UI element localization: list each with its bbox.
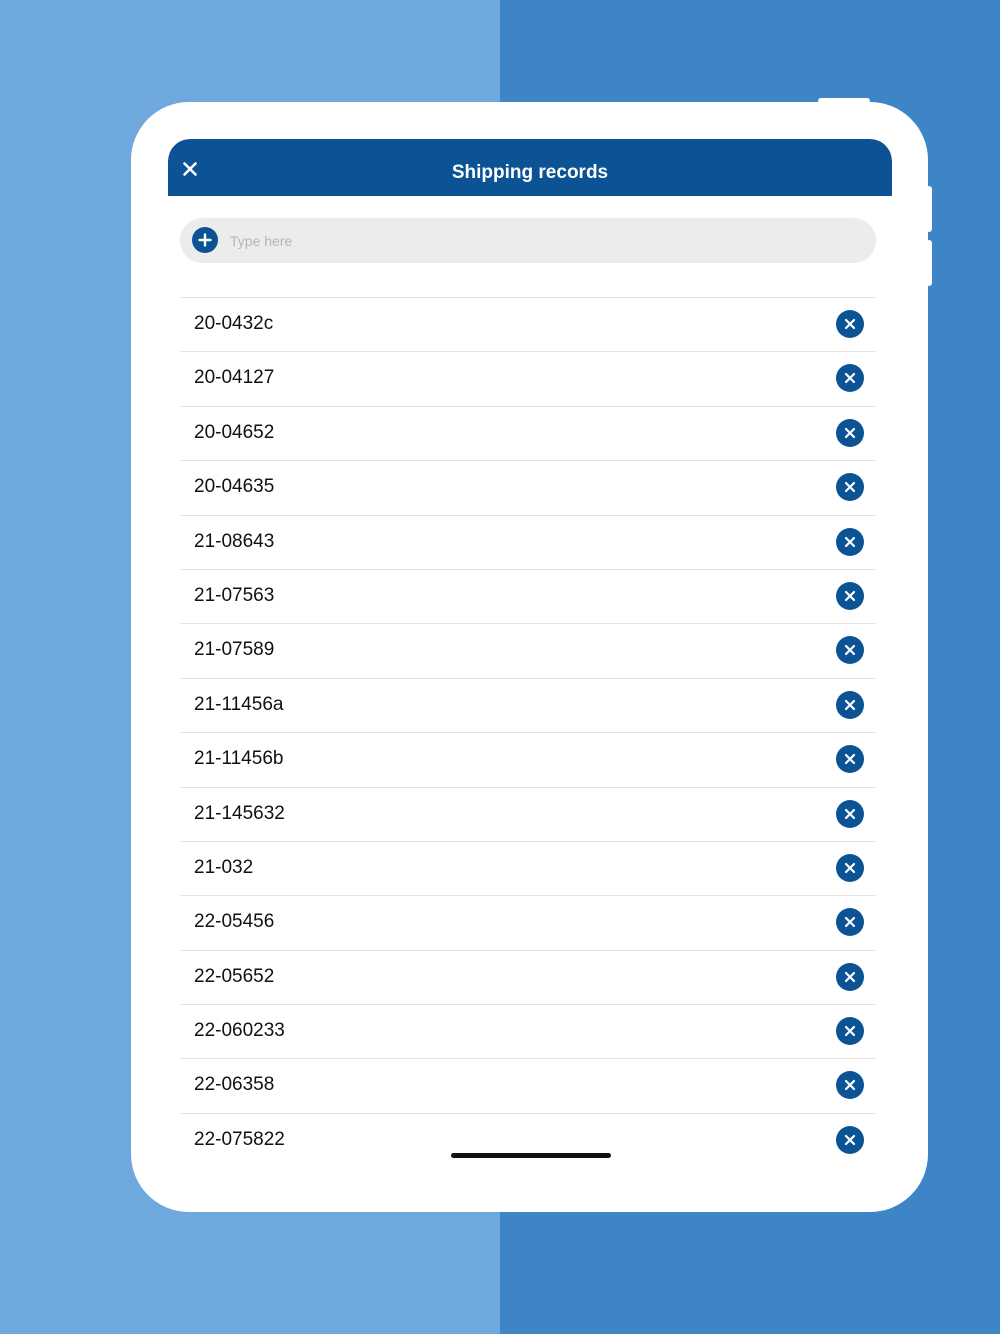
page-title: Shipping records <box>451 162 609 183</box>
remove-record-button[interactable] <box>836 745 864 773</box>
list-item[interactable] <box>180 406 876 460</box>
close-icon <box>844 1134 856 1146</box>
list-item[interactable] <box>180 678 876 732</box>
record-label: 20-04652 <box>194 421 275 443</box>
list-item[interactable] <box>180 950 876 1004</box>
close-icon <box>844 644 856 656</box>
close-icon <box>183 162 197 176</box>
list-item[interactable] <box>180 351 876 405</box>
search-input[interactable] <box>230 224 850 257</box>
record-label: 22-05456 <box>194 911 275 933</box>
add-record-button[interactable] <box>192 227 218 253</box>
header-bar <box>168 139 892 196</box>
close-icon <box>844 590 856 602</box>
record-label: 21-11456a <box>194 693 284 715</box>
record-label: 22-060233 <box>194 1020 285 1042</box>
close-icon <box>844 1079 856 1091</box>
records-list <box>180 297 876 1167</box>
list-item[interactable] <box>180 1004 876 1058</box>
close-icon <box>844 481 856 493</box>
close-icon <box>844 372 856 384</box>
remove-record-button[interactable] <box>836 1126 864 1154</box>
close-icon <box>844 427 856 439</box>
remove-record-button[interactable] <box>836 473 864 501</box>
remove-record-button[interactable] <box>836 1071 864 1099</box>
close-icon <box>844 1025 856 1037</box>
close-icon <box>844 753 856 765</box>
record-label: 21-07589 <box>194 639 275 661</box>
record-label: 22-05652 <box>194 965 275 987</box>
remove-record-button[interactable] <box>836 582 864 610</box>
home-indicator[interactable] <box>451 1153 611 1158</box>
remove-record-button[interactable] <box>836 691 864 719</box>
list-item[interactable] <box>180 841 876 895</box>
remove-record-button[interactable] <box>836 310 864 338</box>
record-label: 21-145632 <box>194 802 285 824</box>
list-item[interactable] <box>180 1058 876 1112</box>
record-label: 20-04127 <box>194 367 275 389</box>
remove-record-button[interactable] <box>836 908 864 936</box>
list-item[interactable] <box>180 623 876 677</box>
list-item[interactable] <box>180 732 876 786</box>
close-icon <box>844 318 856 330</box>
close-icon <box>844 916 856 928</box>
list-item[interactable] <box>180 1113 876 1167</box>
remove-record-button[interactable] <box>836 800 864 828</box>
close-icon <box>844 808 856 820</box>
list-item[interactable] <box>180 787 876 841</box>
record-label: 21-08643 <box>194 530 275 552</box>
plus-icon <box>198 233 212 247</box>
close-button[interactable] <box>178 157 202 181</box>
remove-record-button[interactable] <box>836 636 864 664</box>
close-icon <box>844 536 856 548</box>
record-label: 22-06358 <box>194 1074 275 1096</box>
app-screen <box>168 139 892 1171</box>
remove-record-button[interactable] <box>836 419 864 447</box>
close-icon <box>844 971 856 983</box>
list-item[interactable] <box>180 895 876 949</box>
record-label: 21-11456b <box>194 748 284 770</box>
record-label: 22-075822 <box>194 1128 285 1150</box>
search-bar <box>180 218 876 263</box>
list-item[interactable] <box>180 297 876 351</box>
close-icon <box>844 699 856 711</box>
list-item[interactable] <box>180 515 876 569</box>
close-icon <box>844 862 856 874</box>
record-label: 20-04635 <box>194 476 275 498</box>
record-label: 21-07563 <box>194 584 275 606</box>
remove-record-button[interactable] <box>836 963 864 991</box>
list-item[interactable] <box>180 569 876 623</box>
remove-record-button[interactable] <box>836 528 864 556</box>
list-item[interactable] <box>180 460 876 514</box>
record-label: 21-032 <box>194 856 254 878</box>
remove-record-button[interactable] <box>836 854 864 882</box>
record-label: 20-0432c <box>194 313 274 334</box>
remove-record-button[interactable] <box>836 364 864 392</box>
remove-record-button[interactable] <box>836 1017 864 1045</box>
